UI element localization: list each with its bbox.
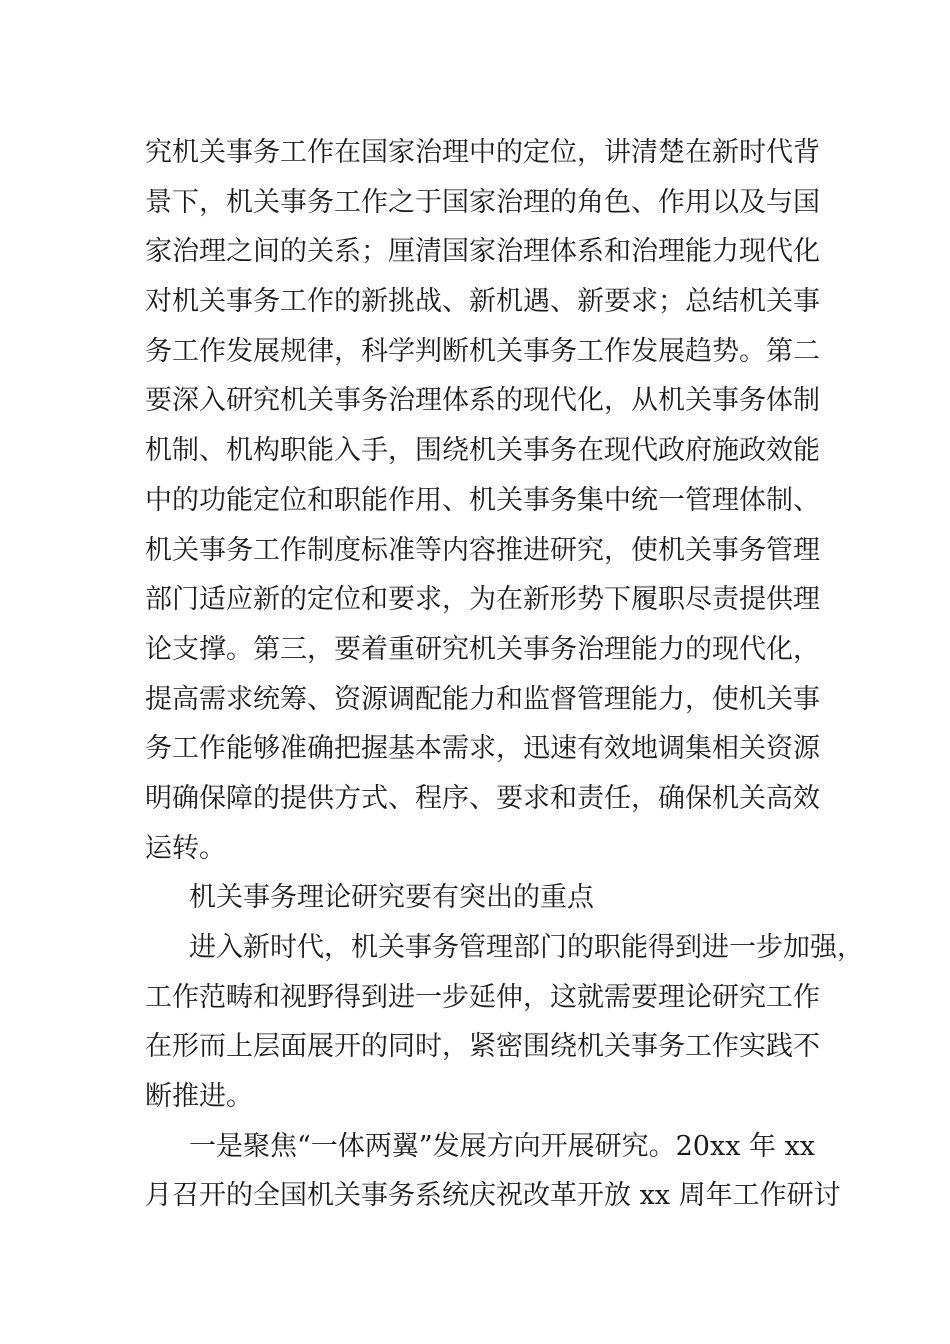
body-line: 部门适应新的定位和要求，为在新形势下履职尽责提供理: [145, 584, 820, 616]
body-line: 景下，机关事务工作之于国家治理的角色、作用以及与国: [145, 186, 820, 218]
document-body: [145, 128, 864, 1221]
body-line: 明确保障的提供方式、程序、要求和责任，确保机关高效: [145, 782, 820, 814]
section-heading: 机关事务理论研究要有突出的重点: [189, 882, 594, 914]
body-line: 务工作能够准确把握基本需求，迅速有效地调集相关资源: [145, 733, 820, 765]
body-line: 要深入研究机关事务治理体系的现代化，从机关事务体制: [145, 385, 820, 417]
body-line: 断推进。: [145, 1081, 253, 1113]
body-line: 提高需求统筹、资源调配能力和监督管理能力，使机关事: [145, 683, 820, 715]
body-line: 家治理之间的关系；厘清国家治理体系和治理能力现代化: [145, 236, 820, 268]
body-line: 一是聚焦“一体两翼”发展方向开展研究。20xx 年 xx: [189, 1130, 816, 1162]
body-line: 工作范畴和视野得到进一步延伸，这就需要理论研究工作: [145, 981, 820, 1013]
body-line: 运转。: [145, 832, 226, 864]
body-line: 论支撑。第三，要着重研究机关事务治理能力的现代化，: [145, 633, 820, 665]
body-line: 在形而上层面展开的同时，紧密围绕机关事务工作实践不: [145, 1031, 820, 1063]
body-line: 中的功能定位和职能作用、机关事务集中统一管理体制、: [145, 484, 820, 516]
body-line: 机制、机构职能入手，围绕机关事务在现代政府施政效能: [145, 435, 820, 467]
body-line: 究机关事务工作在国家治理中的定位，讲清楚在新时代背: [145, 137, 820, 168]
body-line: 机关事务工作制度标准等内容推进研究，使机关事务管理: [145, 534, 820, 566]
body-line: 月召开的全国机关事务系统庆祝改革开放 xx 周年工作研讨: [145, 1180, 841, 1212]
body-line: 进入新时代，机关事务管理部门的职能得到进一步加强，: [189, 932, 864, 963]
body-line: 对机关事务工作的新挑战、新机遇、新要求；总结机关事: [145, 286, 820, 318]
body-line: 务工作发展规律，科学判断机关事务工作发展趋势。第二: [145, 335, 820, 367]
